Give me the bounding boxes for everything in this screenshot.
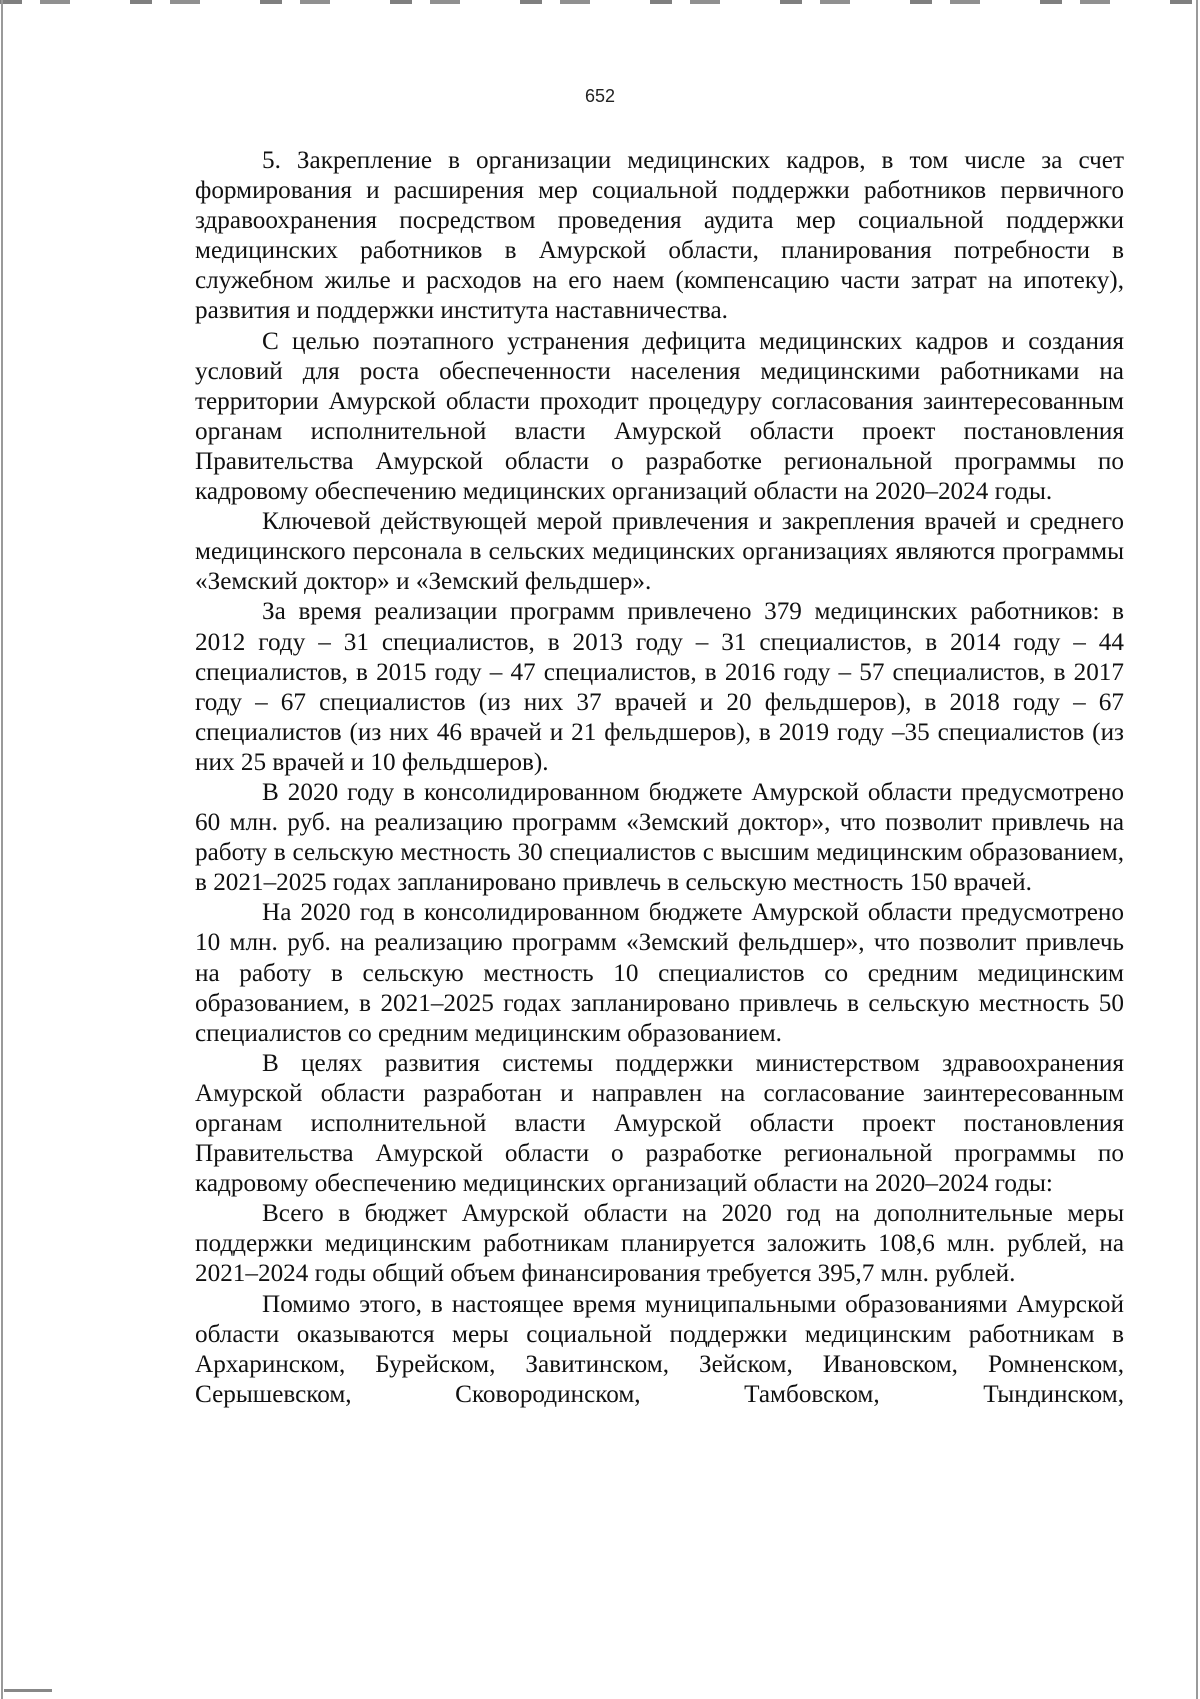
scan-edge-bottom	[4, 1689, 52, 1692]
paragraph: В 2020 году в консолидированном бюджете Амурской области предусмотрено 60 млн. руб. на реализацию программ «Земский доктор», что позволит привлечь на работу в сельскую местность 30 специалистов с высшим медицинским образованием, в 2021–2025 годах запланировано привлечь в сельскую местность 150 врачей.	[195, 778, 1124, 897]
paragraph: С целью поэтапного устранения дефицита медицинских кадров и создания условий для роста обеспеченности населения медицинскими работниками на территории Амурской области проходит процедуру согласования заинтересованным органам исполнительной власти Амурской области проект постановления Правительства Амурской области о разработке региональной программы по кадровому обеспечению медицинских организаций области на 2020–2024 годы.	[195, 327, 1124, 506]
page-number: 652	[584, 86, 616, 106]
scan-edge-top	[0, 0, 1200, 4]
paragraph: В целях развития системы поддержки министерством здравоохранения Амурской области разработан и направлен на согласование заинтересованным органам исполнительной власти Амурской области проект постановления Правительства Амурской области о разработке региональной программы по кадровому обеспечению медицинских организаций области на 2020–2024 годы:	[195, 1049, 1124, 1198]
paragraph: За время реализации программ привлечено 379 медицинских работников: в 2012 году – 31 специалистов, в 2013 году – 31 специалистов, в 2014 году – 44 специалистов, в 2015 году – 47 специалистов, в 2016 году – 57 специалистов, в 2017 году – 67 специалистов (из них 37 врачей и 20 фельдшеров), в 2018 году – 67 специалистов (из них 46 врачей и 21 фельдшеров), в 2019 году –35 специалистов (из них 25 врачей и 10 фельдшеров).	[195, 598, 1124, 776]
paragraph: Ключевой действующей мерой привлечения и закрепления врачей и среднего медицинского персонала в сельских медицинских организациях являются программы «Земский доктор» и «Земский фельдшер».	[195, 508, 1124, 596]
scan-edge-left	[1, 0, 3, 1699]
paragraph: На 2020 год в консолидированном бюджете Амурской области предусмотрено 10 млн. руб. на реализацию программ «Земский фельдшер», что позволит привлечь на работу в сельскую местность 10 специалистов со средним медицинским образованием, в 2021–2025 годах запланировано привлечь в сельскую местность 50 специалистов со средним медицинским образованием.	[195, 899, 1124, 1047]
scan-edge-right	[1196, 0, 1198, 1699]
paragraph: 5. Закрепление в организации медицинских кадров, в том числе за счет формирования и расширения мер социальной поддержки работников первичного здравоохранения посредством проведения аудита мер социальной поддержки медицинских работников в Амурской области, планирования потребности в служебном жилье и расходов на его наем (компенсацию части затрат на ипотеку), развития и поддержки института наставничества.	[195, 147, 1124, 325]
document-body	[195, 146, 1124, 1410]
paragraph: Помимо этого, в настоящее время муниципальными образованиями Амурской области оказываются меры социальной поддержки медицинским работникам в Архаринском, Бурейском, Завитинском, Зейском, Ивановском, Ромненском, Серышевском, Сковородинском, Тамбовском, Тындинском,	[195, 1290, 1124, 1408]
paragraph: Всего в бюджет Амурской области на 2020 год на дополнительные меры поддержки медицинским работникам планируется заложить 108,6 млн. рублей, на 2021–2024 годы общий объем финансирования требуется 395,7 млн. рублей.	[195, 1200, 1124, 1288]
